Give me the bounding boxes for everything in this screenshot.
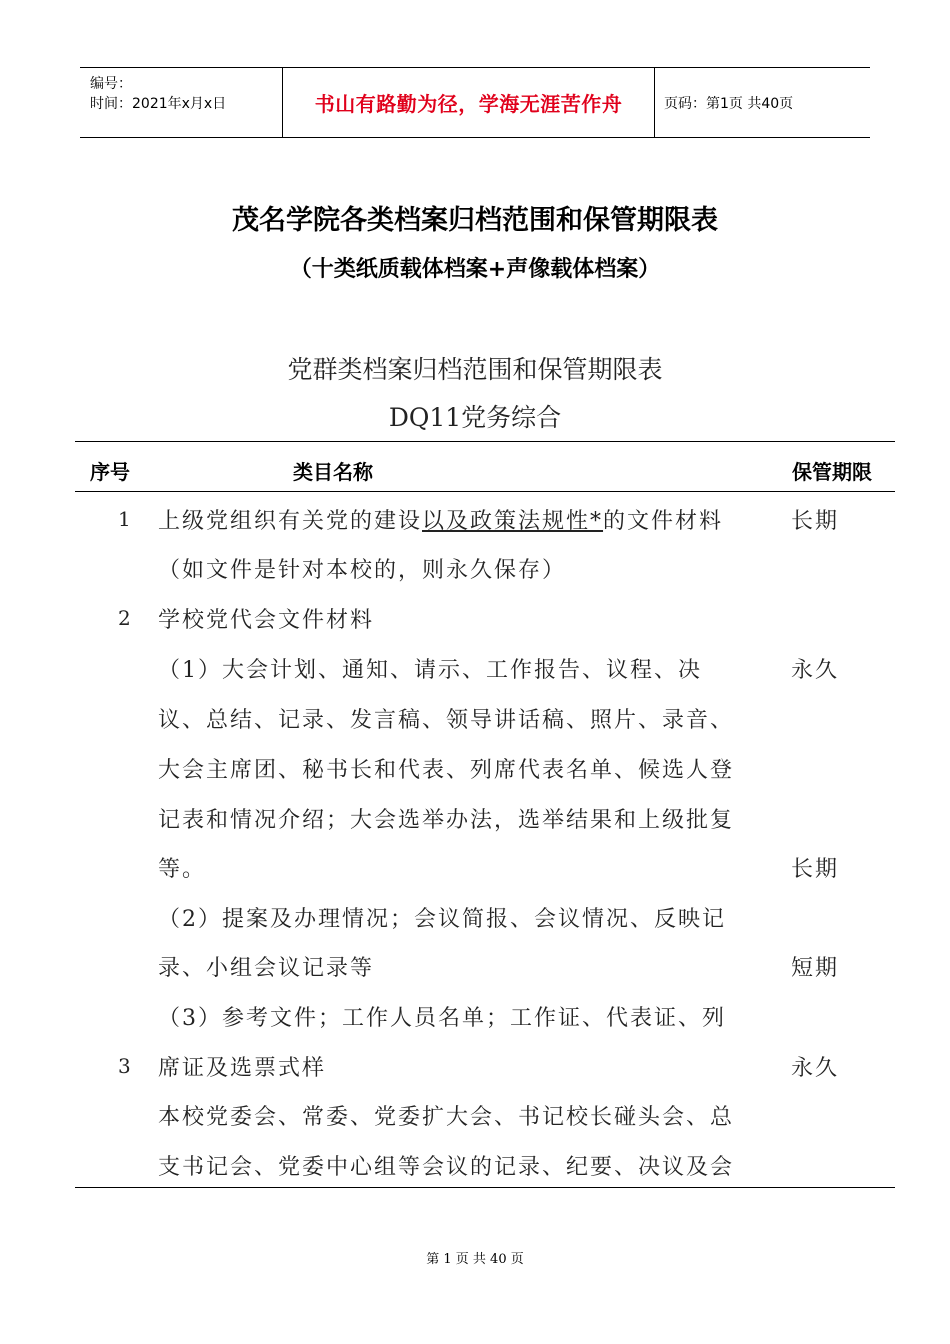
table-line: 支书记会、党委中心组等会议的记录、纪要、决议及会 (158, 1155, 735, 1180)
header-meta (90, 74, 226, 114)
underlined-segment: 以及政策法规性* (422, 509, 604, 534)
table-line (158, 504, 723, 535)
retention-period: 永久 (791, 1056, 840, 1081)
table-line: （2）提案及办理情况；会议简报、会议情况、反映记 (158, 907, 726, 932)
table-header-rule (75, 491, 895, 492)
retention-period: 短期 (791, 956, 840, 981)
table-line: 学校党代会文件材料 (158, 608, 375, 633)
retention-period: 长期 (791, 509, 840, 534)
document-title: 茂名学院各类档案归档范围和保管期限表 (232, 205, 718, 236)
line-segment: 上级党组织有关党的建设 (158, 509, 423, 534)
table-line: （如文件是针对本校的，则永久保存） (158, 558, 567, 583)
row-number: 2 (118, 606, 131, 630)
document-header (80, 67, 870, 138)
header-divider (654, 68, 655, 137)
table-line: 本校党委会、常委、党委扩大会、书记校长碰头会、总 (158, 1105, 735, 1130)
line-segment: 的文件材料 (603, 509, 724, 534)
retention-period: 长期 (791, 857, 840, 882)
column-header-index: 序号 (90, 460, 130, 484)
document-date: 时间：2021年x月x日 (90, 96, 227, 112)
table-line: 等。 (158, 857, 207, 882)
retention-period: 永久 (791, 658, 840, 683)
document-number: 编号： (90, 76, 132, 92)
table-line: 大会主席团、秘书长和代表、列席代表名单、候选人登 (158, 758, 735, 783)
table-bottom-rule (75, 1187, 895, 1188)
row-number: 1 (118, 507, 131, 531)
table-line: 录、小组会议记录等 (158, 956, 375, 981)
column-header-period: 保管期限 (792, 460, 872, 484)
table-line: 议、总结、记录、发言稿、领导讲话稿、照片、录音、 (158, 708, 735, 733)
page-footer: 第 1 页 共 40 页 (426, 1252, 524, 1267)
table-line: 席证及选票式样 (158, 1056, 327, 1081)
document-subtitle: （十类纸质载体档案+声像载体档案） (289, 257, 661, 282)
table-line: 记表和情况介绍；大会选举办法，选举结果和上级批复 (158, 808, 735, 833)
row-number: 3 (118, 1054, 131, 1078)
table-top-rule (75, 441, 895, 442)
table-line: （3）参考文件；工作人员名单；工作证、代表证、列 (158, 1006, 726, 1031)
section-code: DQ11党务综合 (388, 403, 562, 432)
header-page-number: 页码：第1页 共40页 (664, 95, 794, 112)
section-title: 党群类档案归档范围和保管期限表 (287, 355, 663, 384)
column-header-category: 类目名称 (293, 460, 373, 484)
header-motto: 书山有路勤为径，学海无涯苦作舟 (314, 92, 623, 116)
table-line: （1）大会计划、通知、请示、工作报告、议程、决 (158, 658, 702, 683)
